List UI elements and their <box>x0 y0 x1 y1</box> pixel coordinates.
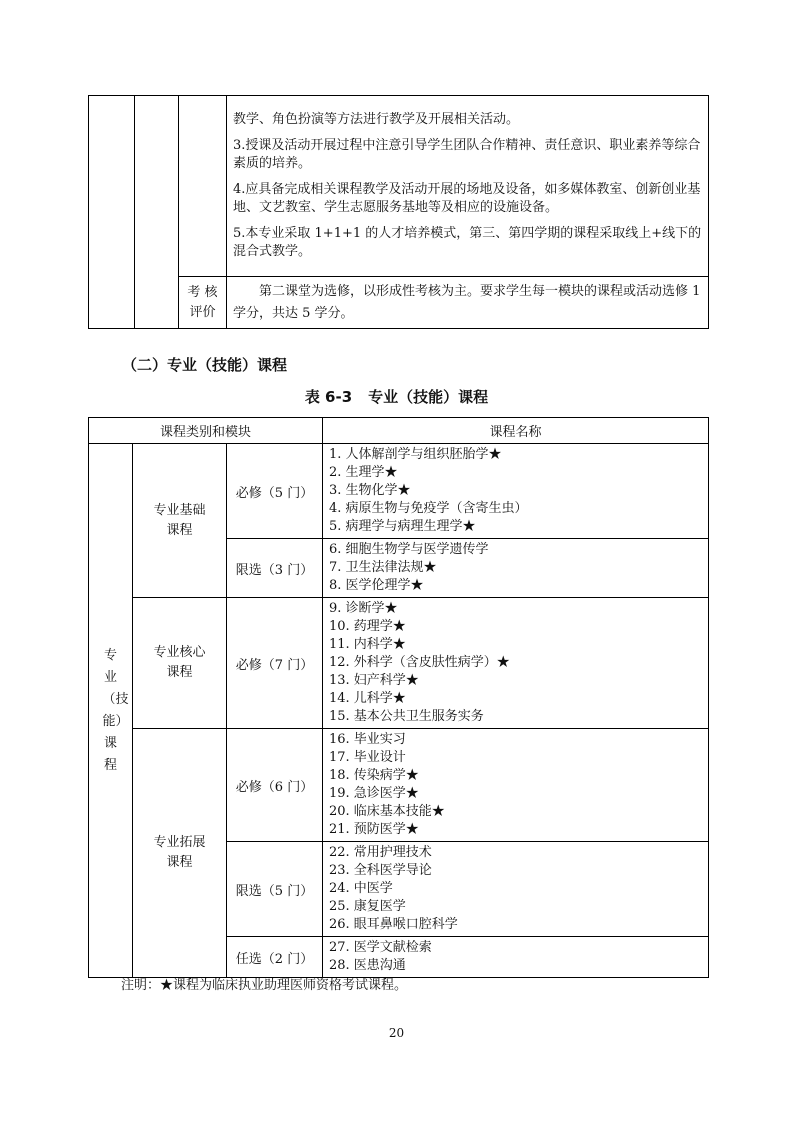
course-item: 8. 医学伦理学★ <box>329 578 424 593</box>
course-item: 14. 儿科学★ <box>329 691 406 706</box>
assessment-text: 第二课堂为选修，以形成性考核为主。要求学生每一模块的课程或活动选修 1 学分，共达 5 学分。 <box>227 277 709 329</box>
course-item: 28. 医患沟通 <box>329 958 406 973</box>
course-table <box>88 417 709 978</box>
footnote: 注明：★课程为临床执业助理医师资格考试课程。 <box>121 978 408 993</box>
page-number: 20 <box>388 1026 405 1040</box>
header-category: 课程类别和模块 <box>89 418 323 444</box>
course-item: 10. 药理学★ <box>329 619 406 634</box>
course-item: 19. 急诊医学★ <box>329 786 419 801</box>
module-label: 专业拓展课程 <box>153 835 206 870</box>
empty-cell <box>179 96 227 277</box>
course-item: 18. 传染病学★ <box>329 768 419 783</box>
module-label: 专业核心课程 <box>153 645 206 680</box>
table-title: 专业（技能）课程 <box>368 388 489 406</box>
teaching-requirements-table <box>88 95 709 329</box>
course-item: 12. 外科学（含皮肤性病学）★ <box>329 655 510 670</box>
course-list <box>323 539 709 598</box>
course-list <box>323 598 709 729</box>
empty-cell <box>135 96 179 329</box>
course-item: 7. 卫生法律法规★ <box>329 560 437 575</box>
course-type-cell: 限选（3 门） <box>227 539 323 598</box>
header-course-name: 课程名称 <box>323 418 709 444</box>
main-category-cell <box>89 444 133 978</box>
requirement-paragraph: 5.本专业采取 1+1+1 的人才培养模式，第三、第四学期的课程采取线上+线下的混合式教学。 <box>233 226 702 259</box>
course-list <box>323 937 709 978</box>
course-type-cell: 任选（2 门） <box>227 937 323 978</box>
assessment-label: 考 核 评价 <box>179 277 227 329</box>
course-item: 21. 预防医学★ <box>329 822 419 837</box>
course-item: 16. 毕业实习 <box>329 732 406 747</box>
module-cell <box>133 729 227 978</box>
course-type-cell: 必修（6 门） <box>227 729 323 842</box>
course-item: 5. 病理学与病理生理学★ <box>329 519 476 534</box>
requirement-paragraph: 3.授课及活动开展过程中注意引导学生团队合作精神、责任意识、职业素养等综合素质的培养。 <box>233 138 701 171</box>
section-title: （二）专业（技能）课程 <box>122 356 288 374</box>
course-type-cell: 必修（7 门） <box>227 598 323 729</box>
course-list <box>323 729 709 842</box>
teaching-requirements-cell <box>227 96 709 277</box>
requirement-paragraph: 教学、角色扮演等方法进行教学及开展相关活动。 <box>233 112 520 127</box>
course-item: 9. 诊断学★ <box>329 601 398 616</box>
table-number: 表 6-3 <box>304 388 353 406</box>
course-type-cell: 必修（5 门） <box>227 444 323 539</box>
module-label: 专业基础课程 <box>153 502 206 538</box>
table-caption <box>0 386 793 407</box>
course-item: 22. 常用护理技术 <box>329 845 432 860</box>
course-item: 6. 细胞生物学与医学遗传学 <box>329 542 489 557</box>
course-item: 23. 全科医学导论 <box>329 863 432 878</box>
course-item: 13. 妇产科学★ <box>329 673 419 688</box>
course-item: 17. 毕业设计 <box>329 750 406 765</box>
course-item: 3. 生物化学★ <box>329 483 411 498</box>
requirement-paragraph: 4.应具备完成相关课程教学及活动开展的场地及设备，如多媒体教室、创新创业基地、文艺教室、学生志愿服务基地等及相应的设施设备。 <box>233 182 701 215</box>
course-item: 24. 中医学 <box>329 881 393 896</box>
course-item: 15. 基本公共卫生服务实务 <box>329 709 484 724</box>
course-item: 20. 临床基本技能★ <box>329 804 445 819</box>
course-list <box>323 842 709 937</box>
course-item: 2. 生理学★ <box>329 465 398 480</box>
course-item: 1. 人体解剖学与组织胚胎学★ <box>329 447 502 462</box>
course-type-cell: 限选（5 门） <box>227 842 323 937</box>
module-cell <box>133 598 227 729</box>
main-category-label: 专业（技能）课程 <box>102 647 129 773</box>
empty-cell <box>89 96 135 329</box>
course-item: 4. 病原生物与免疫学（含寄生虫） <box>329 501 528 516</box>
course-item: 11. 内科学★ <box>329 637 406 652</box>
course-item: 27. 医学文献检索 <box>329 940 432 955</box>
course-item: 26. 眼耳鼻喉口腔科学 <box>329 917 458 932</box>
course-item: 25. 康复医学 <box>329 899 406 914</box>
module-cell <box>133 444 227 598</box>
course-list <box>323 444 709 539</box>
